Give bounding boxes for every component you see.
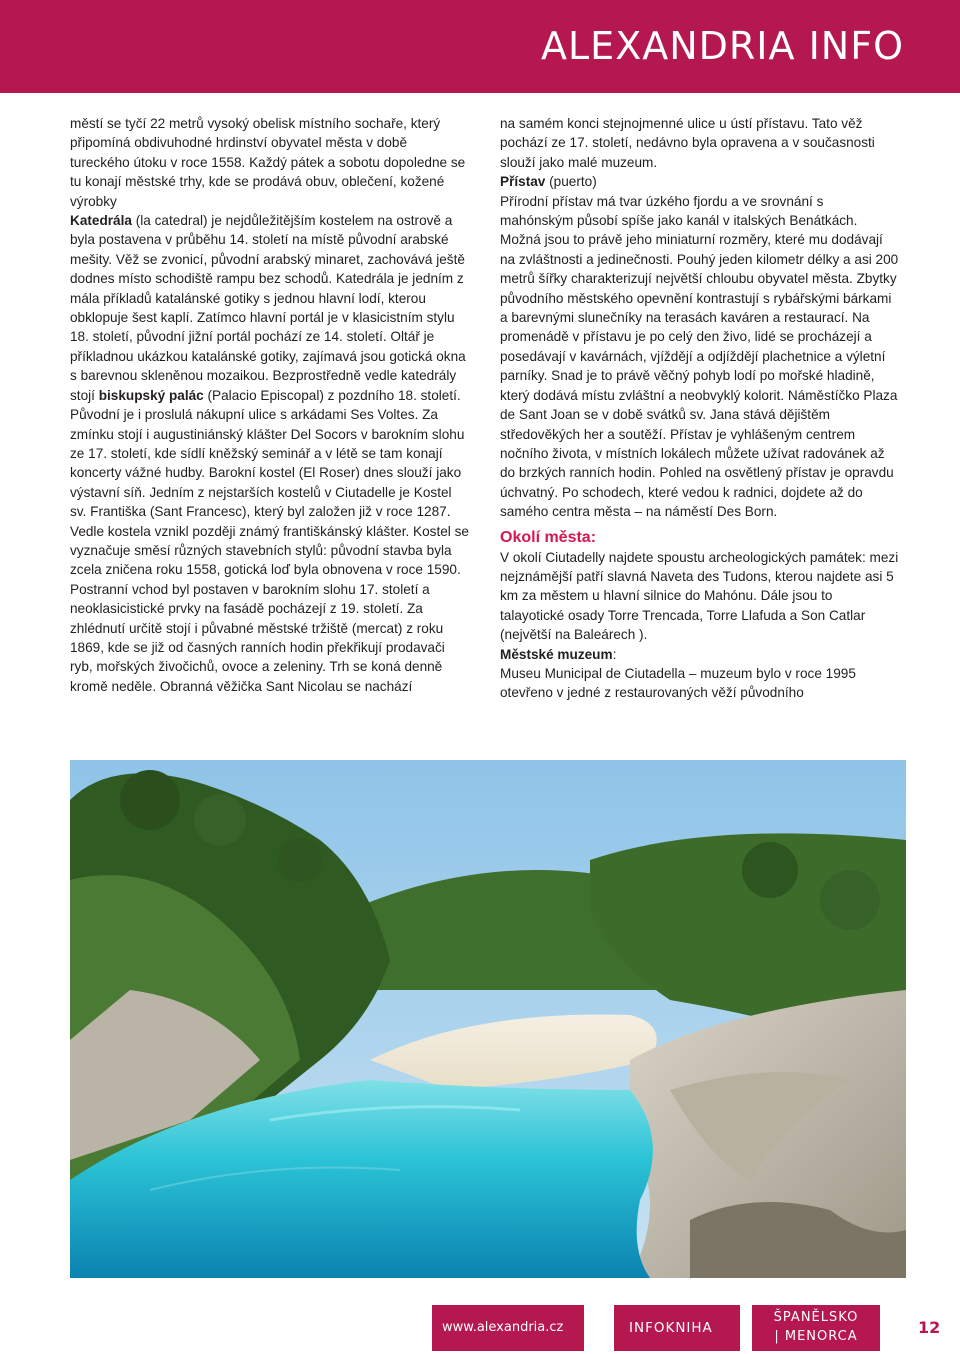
text-run: na samém konci stejnojmenné ulice u ústí přístavu. Tato věž pochází ze 17. století, nedávno byla opravena a v současnosti slouží jako malé muzeum.: [500, 116, 875, 170]
text-run: (puerto): [545, 174, 597, 190]
book-label: INFOKNIHA: [629, 1320, 713, 1336]
bold-term: Přístav: [500, 174, 546, 190]
footer-destination-badge: [752, 1305, 880, 1351]
text-run: V okolí Ciutadelly najdete spoustu archeologických památek: mezi nejznámější patří slavná Naveta des Tudons, kterou najdete asi 5 km za městem u hlavní silnice do Mahónu. Dále jsou to talayotické osady Torre Trencada, Torre Llafuda a Son Catlar (největší na Baleárech ).: [500, 549, 899, 643]
paragraph: [500, 172, 900, 191]
paragraph: [500, 192, 900, 522]
website-link[interactable]: www.alexandria.cz: [442, 1320, 564, 1335]
text-run: Přírodní přístav má tvar úzkého fjordu a ve srovnání s mahónským působí spíše jako kanál v italských Benátkách. Možná jsou to právě jeho miniaturní rozměry, které mu dodávají na zvláštnosti a jedinečnosti. Pouhý jeden kilometr délky a asi 200 metrů šířky charakterizují největší chloubu obyvatel města. Zbytky původního městského opevnění kontrastují s rybářskými bárkami a barevnými slunečníky na terasách kaváren a restaurací. Na promenádě v přístavu je po celý den živo, lidé se procházejí a posedávají v kavárnách, vjíždějí a odjíždějí plachetnice a výletní parníky. Snad je to právě věčný pohyb lodí po mořské hladině, který dodává místu zvláštní a neobvyklý kolorit. Náměstíčko Plaza de Sant Joan se v době svátků sv. Jana stává dějištěm středověkých her a soutěží. Přístav je vyhlášeným centrem nočního života, v místních lokálech můžete užívat radovánek až do brzkých ranních hodin. Pohled na osvětlený přístav je opravdu úchvatný. Po schodech, které vedou k radnici, dojdete až do samého centra města – na náměstí Des Born.: [500, 193, 899, 520]
bold-term: biskupský palác: [98, 387, 204, 403]
paragraph: [500, 664, 900, 703]
section-paragraphs: [500, 548, 900, 703]
paragraph: [500, 114, 900, 172]
text-run: městí se tyčí 22 metrů vysoký obelisk místního sochaře, který připomíná obdivuhodné hrdinství obyvatel města v době tureckého útoku v roce 1558. Každý pátek a sobotu dopoledne se tu konají městské trhy, kde se prodává obuv, oblečení, kožené výrobky: [70, 116, 466, 209]
destination-country: ŠPANĚLSKO: [773, 1310, 859, 1325]
paragraph: [70, 114, 470, 211]
section-heading: Okolí města:: [500, 528, 597, 546]
text-run: (la catedral) je nejdůležitějším kostelem na ostrově a byla postavena v průběhu 14. století na místě původní arabské mešity. Věž se zvonicí, původní arabský minaret, zachovává ještě dodnes místo schodiště rampu bez schodů. Katedrála je jedním z mála příkladů katalánské gotiky s jednou hlavní lodí, kterou obklopuje šest kaplí. Zatímco hlavní portál je v klasicistním stylu 18. století, původní jižní portál pochází ze 14. století. Oltář je příkladnou ukázkou katalánské gotiky, zajímavá jsou gotická okna s barevnou skleněnou mozaikou. Bezprostředně vedle katedrály stojí: [70, 213, 466, 403]
destination-island: | MENORCA: [774, 1329, 858, 1344]
page-number: 12: [918, 1318, 941, 1337]
right-paragraphs: [500, 114, 900, 522]
header-title: ALEXANDRIA INFO: [541, 24, 904, 68]
bold-term: Městské muzeum: [500, 646, 613, 662]
header-bar: [0, 0, 960, 93]
text-run: (Palacio Episcopal) z pozdního 18. století. Původní je i proslulá nákupní ulice s arkádami Ses Voltes. Za zmínku stojí i augustiniánský klášter Del Socors v barokním slohu ze 17. století, kde sídlí kněžský seminář a v létě se tam konají koncerty vážné hudby. Barokní kostel (El Roser) dnes slouží jako výstavní síň. Jedním z nejstarších kostelů v Ciutadelle je Kostel sv. Františka (Sant Francesc), který byl založen již v roce 1287. Vedle kostela vznikl později známý františkánský klášter. Kostel se vyznačuje směsí různých stavebních stylů: původní stavba byla zcela zničena roku 1558, gotická loď byla obnovena v roce 1590. Postranní vchod byl postaven v barokním slohu 17. století a neoklasicistické prvky na fasádě pocházejí z 19. století. Za zhlédnutí určitě stojí i půvabné městské tržiště (mercat) z roku 1869, kde se již od časných ranních hodin překřikují prodavači ryb, mořských živočichů, ovoce a zeleniny. Trh se koná denně kromě neděle. Obranná věžička Sant Nicolau se nachází: [70, 387, 469, 694]
right-text-column: [500, 114, 900, 703]
text-run: Museu Municipal de Ciutadella – muzeum bylo v roce 1995 otevřeno v jedné z restaurovaných věží původního: [500, 665, 856, 701]
paragraph: [70, 211, 470, 696]
footer-book-badge: [614, 1305, 740, 1351]
footer-website[interactable]: [432, 1305, 584, 1351]
cove-photo: [70, 760, 906, 1278]
left-text-column: [70, 114, 470, 696]
text-run: :: [612, 646, 617, 662]
paragraph: [500, 548, 900, 645]
bold-term: Katedrála: [70, 213, 132, 229]
paragraph: [500, 645, 900, 664]
